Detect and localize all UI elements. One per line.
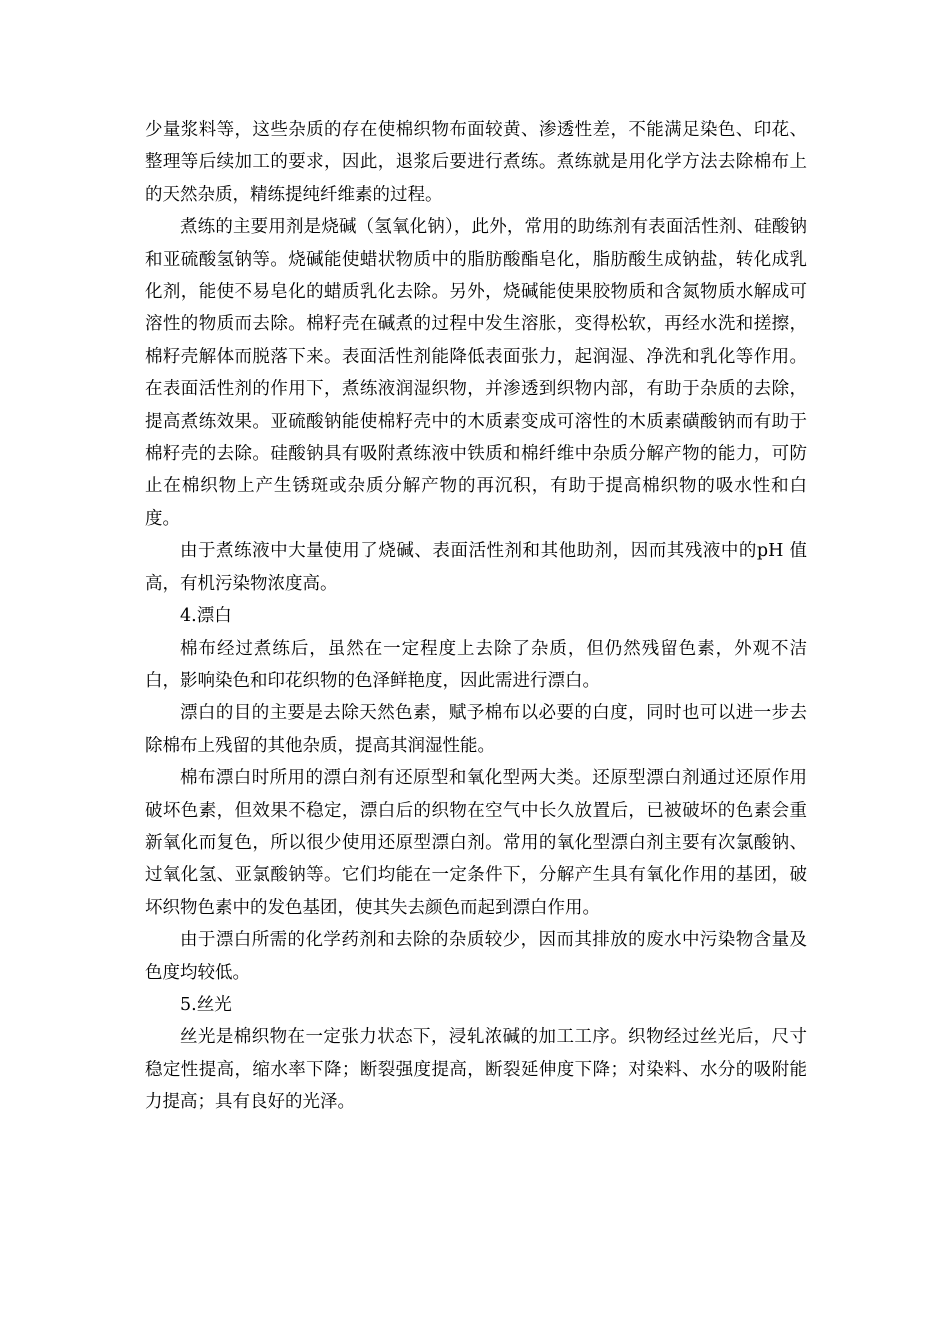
section-heading-mercerizing: 5.丝光 (180, 994, 232, 1015)
paragraph-bleaching-intro: 棉布经过煮练后，虽然在一定程度上去除了杂质，但仍然残留色素，外观不洁白，影响染色和印花织物的色泽鲜艳度，因此需进行漂白。 (145, 638, 807, 691)
paragraph-scouring-continued: 少量浆料等，这些杂质的存在使棉织物布面较黄、渗透性差，不能满足染色、印花、整理等后续加工的要求，因此，退浆后要进行煮练。煮练就是用化学方法去除棉布上的天然杂质，精练提纯纤维素的过程。 (145, 120, 807, 205)
paragraph-bleaching-effluent: 由于漂白所需的化学药剂和去除的杂质较少，因而其排放的废水中污染物含量及色度均较低。 (145, 930, 807, 983)
paragraph-scouring-agents: 煮练的主要用剂是烧碱（氢氧化钠），此外，常用的助练剂有表面活性剂、硅酸钠和亚硫酸氢钠等。烧碱能使蜡状物质中的脂肪酸酯皂化，脂肪酸生成钠盐，转化成乳化剂，能使不易皂化的蜡质乳化去除。另外，烧碱能使果胶物质和含氮物质水解成可溶性的物质而去除。棉籽壳在碱煮的过程中发生溶胀，变得松软，再经水洗和搓擦，棉籽壳解体而脱落下来。表面活性剂能降低表面张力，起润湿、净洗和乳化等作用。在表面活性剂的作用下，煮练液润湿织物，并渗透到织物内部，有助于杂质的去除，提高煮练效果。亚硫酸钠能使棉籽壳中的木质素变成可溶性的木质素磺酸钠而有助于棉籽壳的去除。硅酸钠具有吸附煮练液中铁质和棉纤维中杂质分解产物的能力，可防止在棉织物上产生锈斑或杂质分解产物的再沉积，有助于提高棉织物的吸水性和白度。 (145, 217, 807, 529)
paragraph-bleaching-agents: 棉布漂白时所用的漂白剂有还原型和氧化型两大类。还原型漂白剂通过还原作用破坏色素，但效果不稳定，漂白后的织物在空气中长久放置后，已被破坏的色素会重新氧化而复色，所以很少使用还原型漂白剂。常用的氧化型漂白剂主要有次氯酸钠、过氧化氢、亚氯酸钠等。它们均能在一定条件下，分解产生具有氧化作用的基团，破坏织物色素中的发色基团，使其失去颜色而起到漂白作用。 (145, 768, 807, 918)
paragraph-bleaching-purpose: 漂白的目的主要是去除天然色素，赋予棉布以必要的白度，同时也可以进一步去除棉布上残留的其他杂质，提高其润湿性能。 (145, 703, 807, 756)
document-page (145, 114, 807, 1119)
section-heading-bleaching: 4.漂白 (180, 606, 232, 627)
paragraph-mercerizing: 丝光是棉织物在一定张力状态下，浸轧浓碱的加工工序。织物经过丝光后，尺寸稳定性提高，缩水率下降；断裂强度提高，断裂延伸度下降；对染料、水分的吸附能力提高；具有良好的光泽。 (145, 1027, 807, 1113)
paragraph-scouring-effluent: 由于煮练液中大量使用了烧碱、表面活性剂和其他助剂，因而其残液中的pH 值高，有机污染物浓度高。 (145, 541, 807, 594)
